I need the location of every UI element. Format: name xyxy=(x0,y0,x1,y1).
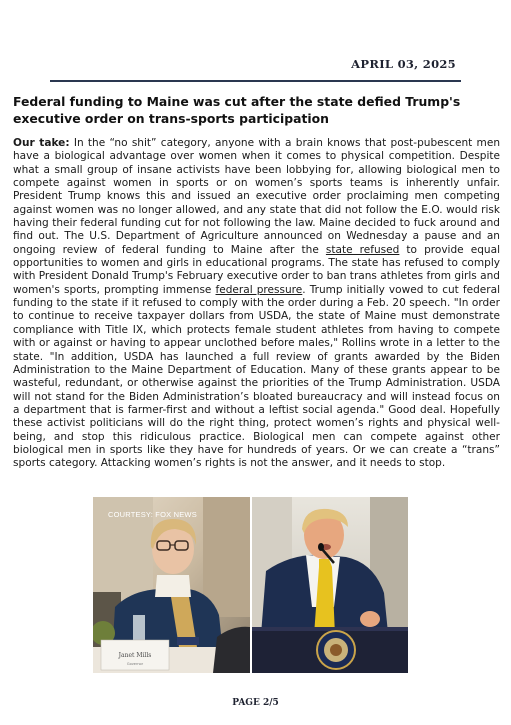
nameplate-text: Janet Mills xyxy=(118,652,152,659)
president-photo-image xyxy=(252,497,408,673)
governor-photo-image xyxy=(93,497,250,673)
photo-governor xyxy=(93,497,250,673)
page-number: PAGE 2/5 xyxy=(232,698,279,708)
article-body xyxy=(13,137,500,471)
publication-date: APRIL 03, 2025 xyxy=(351,57,456,71)
nameplate-subtext: Governor xyxy=(126,662,144,666)
photo-president xyxy=(252,497,408,673)
lead-label: Our take: xyxy=(13,137,70,149)
article-headline: Federal funding to Maine was cut after the state defied Trump's executive order on trans-sports participation xyxy=(13,94,461,126)
body-part-1: In the “no shit” category, anyone with a brain knows that post-pubescent men have a biological advantage over women when it comes to physical competition. Despite what a small group of insane activists have been lobbying for, allowing biological men to compete against women in sports or on women’s sports teams is inherently unfair. President Trump knows this and issued an executive order proclaiming men competing against women was no longer allowed, and any state that did not follow the E.O. would risk having their federal funding cut for not following the law. Maine decided to fuck around and find out. The U.S. Department of Agriculture announced on Wednesday a pause and an ongoing review of federal funding to Maine after the xyxy=(13,137,501,256)
link-state-refused[interactable]: state refused xyxy=(325,243,400,256)
photo-credit: COURTESY: FOX NEWS xyxy=(108,510,197,519)
body-part-3: . Trump initially vowed to cut federal funding to the state if it refused to comply with the order during a Feb. 20 speech. "In order to continue to receive taxpayer dollars from USDA, the state of Maine must demonstrate compliance with Title IX, which protects female student athletes from having to compete with or against or having to appear unclothed before males," Rollins wrote in a letter to the state. "In addition, USDA has launched a full review of grants awarded by the Biden Administration to the Maine Department of Education. Many of these grants appear to be wasteful, redundant, or otherwise against the priorities of the Trump Administration. USDA will not stand for the Biden Administration’s bloated bureaucracy and will instead focus on a department that is farmer-first and without a leftist social agenda." Good deal. Hopefully these activist politicians will do the right thing, protect women’s rights and physical well-being, and stop this ridiculous practice. Biological men can compete against other biological men in sports like they have for hundreds of years. Or we can create a “trans” sports category. Attacking women’s rights is not the answer, and it needs to stop. xyxy=(13,283,501,470)
link-federal-pressure[interactable]: federal pressure xyxy=(215,283,303,296)
photo-collage xyxy=(93,497,408,673)
body-part-2: to provide equal opportunities to women and girls in educational programs. The state has refused to comply with President Donald Trump's February executive order to ban trans athletes from girls and women's sports, prompting immense xyxy=(13,243,500,296)
header-divider xyxy=(50,80,461,82)
